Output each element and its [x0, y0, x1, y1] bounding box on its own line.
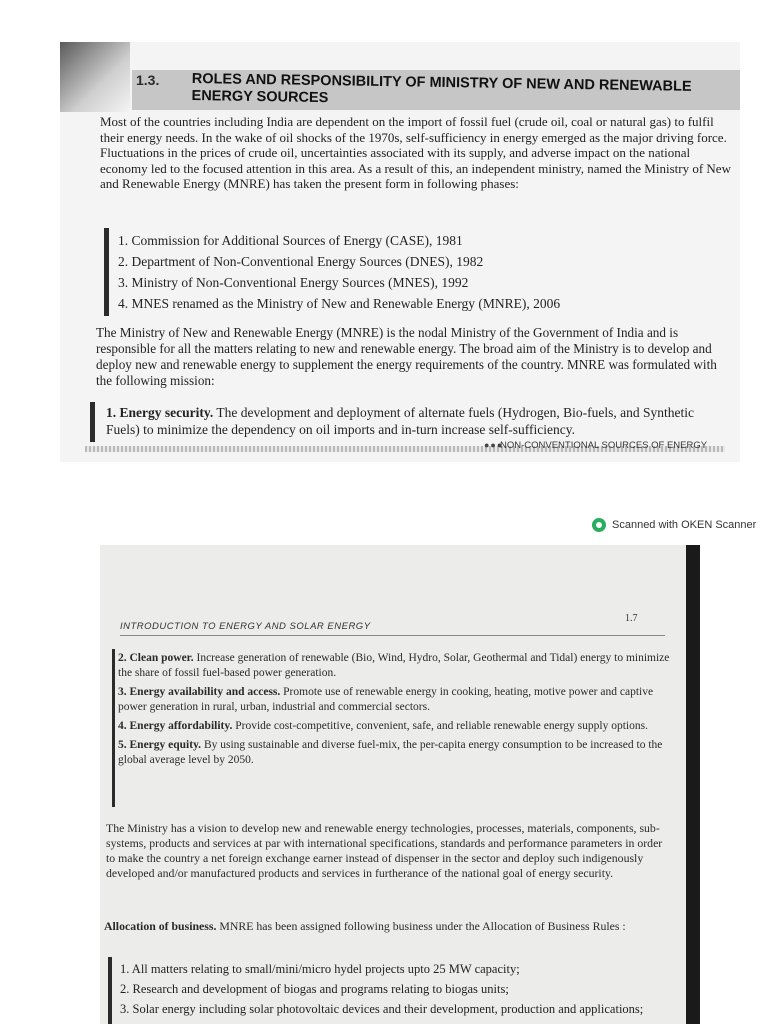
mission-text: Provide cost-competitive, convenient, safe, and reliable renewable energy supply options. — [235, 720, 648, 732]
list-side-bar — [90, 402, 95, 442]
phase-item: 4. MNES renamed as the Ministry of New and Renewable Energy (MNRE), 2006 — [118, 296, 561, 311]
mission-title: 1. Energy security. — [106, 405, 214, 420]
scanner-label: Scanned with OKEN Scanner — [612, 519, 757, 531]
page-number: 1.7 — [625, 613, 638, 624]
mission-title: 2. Clean power. — [118, 652, 194, 664]
missions-list — [118, 651, 678, 772]
vision-paragraph: The Ministry has a vision to develop new and renewable energy technologies, processes, materials, components, sub-systems, products and services at par with international specifications, standards and performance parameters in order to make the country a net foreign exchange earner instead of dispenser in the sector and deploy such indigenously developed and/or manufactured products and services in furtherance of the national goal of energy security. — [106, 821, 663, 880]
mission-title: 4. Energy affordability. — [118, 720, 233, 732]
phases-list — [118, 230, 560, 314]
phase-item: 2. Department of Non-Conventional Energy Sources (DNES), 1982 — [118, 254, 484, 269]
allocation-paragraph — [104, 919, 664, 934]
business-list — [120, 959, 643, 1019]
phase-item: 3. Ministry of Non-Conventional Energy Sources (MNES), 1992 — [118, 275, 469, 290]
scanner-logo-icon — [592, 518, 606, 532]
allocation-text: MNRE has been assigned following business under the Allocation of Business Rules : — [219, 919, 626, 933]
section-number: 1.3. — [136, 72, 160, 88]
list-side-bar — [112, 649, 115, 807]
mission-text: By using sustainable and diverse fuel-mix, the per-capita energy consumption to be increased to the global average level by 2050. — [118, 739, 663, 766]
running-header: INTRODUCTION TO ENERGY AND SOLAR ENERGY — [120, 621, 371, 632]
list-side-bar — [108, 957, 112, 1024]
business-item: 3. Solar energy including solar photovoltaic devices and their development, production and applications; — [120, 1002, 644, 1016]
mission-text: Promote use of renewable energy in cooking, heating, motive power and captive power generation in rural, urban, industrial and commercial sectors. — [118, 686, 654, 713]
business-item: 2. Research and development of biogas and programs relating to biogas units; — [120, 982, 509, 996]
scanned-page-bottom — [100, 545, 700, 1024]
ministry-paragraph: The Ministry of New and Renewable Energy (MNRE) is the nodal Ministry of the Government of India and is responsible for all the matters relating to new and renewable energy. The broad aim of the Ministry is to develop and deploy new and renewable energy to supplement the energy requirements of the country. MNRE was formulated with the following mission: — [96, 325, 717, 388]
mission-item — [118, 738, 678, 768]
footer-dots-icon: ●●● — [484, 440, 504, 450]
allocation-title: Allocation of business. — [104, 919, 217, 933]
section-heading: ROLES AND RESPONSIBILITY OF MINISTRY OF NEW AND RENEWABLE ENERGY SOURCES — [191, 71, 692, 107]
scanner-watermark — [592, 518, 756, 532]
mission-item — [118, 719, 678, 734]
mission-text: Increase generation of renewable (Bio, Wind, Hydro, Solar, Geothermal and Tidal) energy to minimize the share of fossil fuel-based power generation. — [118, 652, 670, 679]
list-side-bar — [104, 228, 109, 316]
scanned-page-top — [60, 42, 740, 462]
business-item: 1. All matters relating to small/mini/micro hydel projects upto 25 MW capacity; — [120, 962, 520, 976]
intro-paragraph: Most of the countries including India are dependent on the import of fossil fuel (crude oil, coal or natural gas) to fulfil their energy needs. In the wake of oil shocks of the 1970s, self-sufficiency in energy emerged as the major driving force. Fluctuations in the prices of crude oil, uncertainties associated with its supply, and adverse impact on the national economy led to the focused attention in this area. As a result of this, an independent ministry, named the Ministry of New and Renewable Energy (MNRE) has taken the present form in following phases: — [100, 114, 731, 191]
mission-item — [118, 651, 678, 681]
phase-item: 1. Commission for Additional Sources of Energy (CASE), 1981 — [118, 233, 463, 248]
mission-text: The development and deployment of alternate fuels (Hydrogen, Bio-fuels, and Synthetic Fuels) to minimize the dependency on oil imports and in-turn increase self-sufficiency. — [106, 405, 694, 437]
mission-title: 5. Energy equity. — [118, 739, 202, 751]
header-rule — [120, 635, 665, 636]
mission-item-1 — [106, 404, 726, 438]
running-footer: NON-CONVENTIONAL SOURCES OF ENERGY — [500, 440, 708, 451]
mission-item — [118, 685, 678, 715]
mission-title: 3. Energy availability and access. — [118, 686, 281, 698]
